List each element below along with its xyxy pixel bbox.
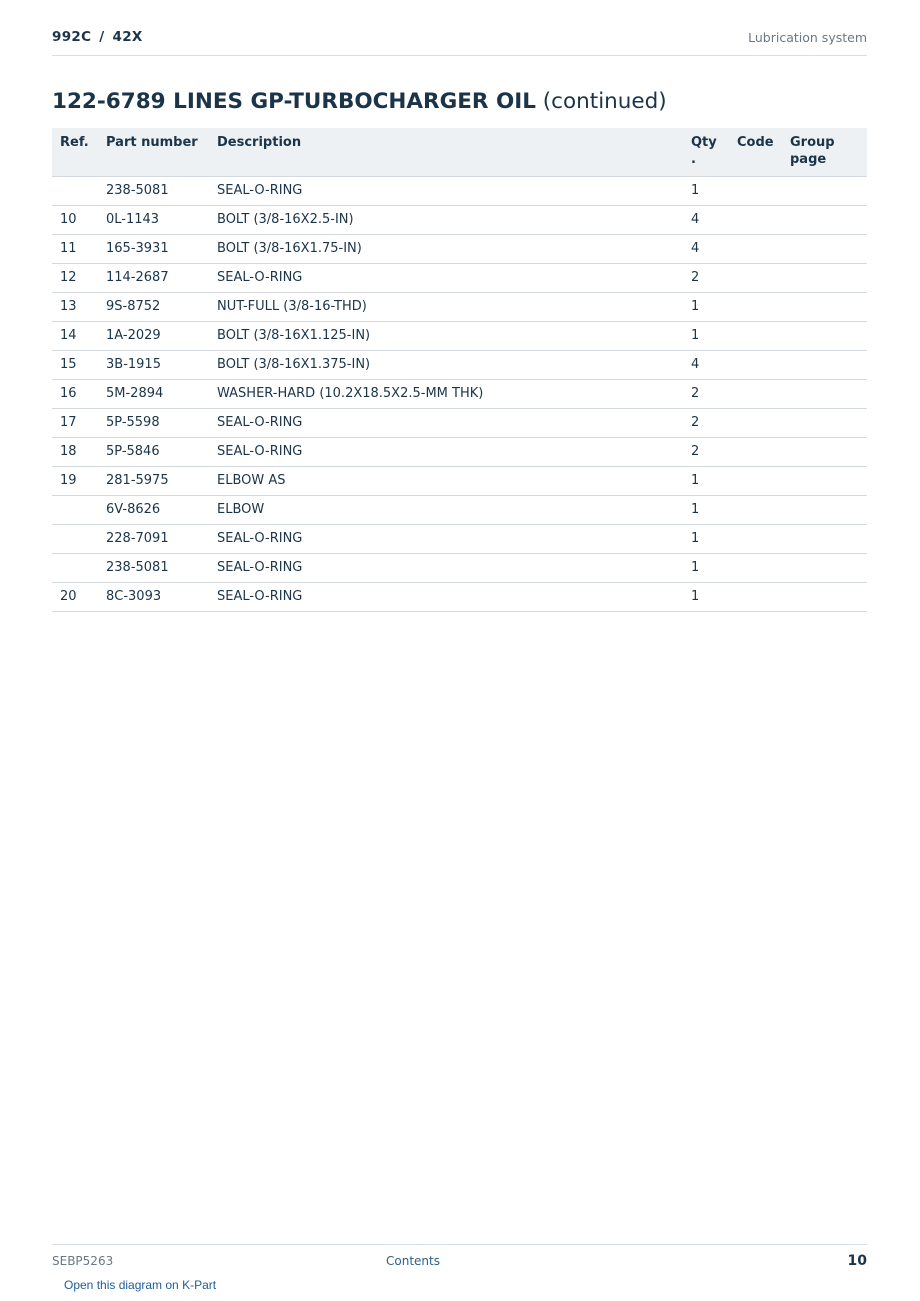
cell-description: NUT-FULL (3/8-16-THD) bbox=[209, 292, 683, 321]
contents-link[interactable]: Contents bbox=[386, 1254, 440, 1268]
cell-ref bbox=[52, 495, 98, 524]
cell-code bbox=[729, 524, 782, 553]
header-description: Description bbox=[209, 128, 683, 176]
continued-label: (continued) bbox=[542, 89, 667, 114]
cell-group-page bbox=[782, 205, 867, 234]
cell-ref: 14 bbox=[52, 321, 98, 350]
cell-qty: 1 bbox=[683, 495, 729, 524]
cell-ref: 18 bbox=[52, 437, 98, 466]
cell-qty: 1 bbox=[683, 321, 729, 350]
table-header-row bbox=[52, 128, 867, 176]
cell-ref: 15 bbox=[52, 350, 98, 379]
cell-description: ELBOW bbox=[209, 495, 683, 524]
table-row bbox=[52, 292, 867, 321]
table-row bbox=[52, 524, 867, 553]
cell-code bbox=[729, 205, 782, 234]
model-identifier bbox=[52, 29, 143, 45]
cell-group-page bbox=[782, 350, 867, 379]
page-title bbox=[52, 89, 667, 114]
header-group-line2: page bbox=[790, 152, 827, 167]
cell-qty: 1 bbox=[683, 553, 729, 582]
cell-qty: 1 bbox=[683, 524, 729, 553]
cell-qty: 1 bbox=[683, 582, 729, 611]
cell-group-page bbox=[782, 437, 867, 466]
cell-qty: 2 bbox=[683, 379, 729, 408]
header-ref: Ref. bbox=[52, 128, 98, 176]
cell-qty: 2 bbox=[683, 437, 729, 466]
table-row bbox=[52, 205, 867, 234]
cell-part-number: 1A-2029 bbox=[98, 321, 209, 350]
cell-part-number: 8C-3093 bbox=[98, 582, 209, 611]
table-row bbox=[52, 263, 867, 292]
page-footer bbox=[52, 1244, 867, 1301]
cell-ref bbox=[52, 524, 98, 553]
cell-ref: 19 bbox=[52, 466, 98, 495]
table-row bbox=[52, 466, 867, 495]
cell-group-page bbox=[782, 234, 867, 263]
cell-group-page bbox=[782, 176, 867, 205]
cell-description: SEAL-O-RING bbox=[209, 582, 683, 611]
cell-code bbox=[729, 350, 782, 379]
cell-ref bbox=[52, 553, 98, 582]
table-row bbox=[52, 379, 867, 408]
cell-code bbox=[729, 176, 782, 205]
table-row bbox=[52, 553, 867, 582]
group-title: 122-6789 LINES GP-TURBOCHARGER OIL bbox=[52, 89, 536, 114]
cell-part-number: 3B-1915 bbox=[98, 350, 209, 379]
header-qty bbox=[683, 128, 729, 176]
cell-ref: 11 bbox=[52, 234, 98, 263]
cell-group-page bbox=[782, 466, 867, 495]
cell-qty: 2 bbox=[683, 263, 729, 292]
cell-description: SEAL-O-RING bbox=[209, 408, 683, 437]
page-header bbox=[52, 28, 867, 56]
cell-ref: 13 bbox=[52, 292, 98, 321]
cell-ref: 12 bbox=[52, 263, 98, 292]
cell-group-page bbox=[782, 263, 867, 292]
cell-ref: 17 bbox=[52, 408, 98, 437]
cell-group-page bbox=[782, 582, 867, 611]
cell-description: SEAL-O-RING bbox=[209, 524, 683, 553]
header-qty-line1: Qty bbox=[691, 135, 717, 150]
table-row bbox=[52, 495, 867, 524]
cell-group-page bbox=[782, 495, 867, 524]
cell-part-number: 228-7091 bbox=[98, 524, 209, 553]
cell-ref bbox=[52, 176, 98, 205]
cell-qty: 1 bbox=[683, 292, 729, 321]
cell-qty: 1 bbox=[683, 466, 729, 495]
kpart-diagram-link[interactable]: Open this diagram on K-Part bbox=[64, 1278, 217, 1292]
serial-prefix: 42X bbox=[112, 29, 143, 45]
header-code: Code bbox=[729, 128, 782, 176]
cell-description: BOLT (3/8-16X1.375-IN) bbox=[209, 350, 683, 379]
cell-part-number: 165-3931 bbox=[98, 234, 209, 263]
cell-qty: 4 bbox=[683, 205, 729, 234]
cell-ref: 10 bbox=[52, 205, 98, 234]
cell-qty: 4 bbox=[683, 234, 729, 263]
table-row bbox=[52, 408, 867, 437]
cell-code bbox=[729, 292, 782, 321]
cell-description: BOLT (3/8-16X1.75-IN) bbox=[209, 234, 683, 263]
cell-group-page bbox=[782, 553, 867, 582]
cell-ref: 16 bbox=[52, 379, 98, 408]
cell-code bbox=[729, 321, 782, 350]
cell-code bbox=[729, 495, 782, 524]
cell-description: BOLT (3/8-16X2.5-IN) bbox=[209, 205, 683, 234]
cell-description: BOLT (3/8-16X1.125-IN) bbox=[209, 321, 683, 350]
cell-description: SEAL-O-RING bbox=[209, 263, 683, 292]
header-qty-line2: . bbox=[691, 152, 696, 167]
cell-group-page bbox=[782, 321, 867, 350]
cell-part-number: 0L-1143 bbox=[98, 205, 209, 234]
cell-qty: 2 bbox=[683, 408, 729, 437]
cell-group-page bbox=[782, 292, 867, 321]
cell-code bbox=[729, 408, 782, 437]
table-row bbox=[52, 437, 867, 466]
cell-description: WASHER-HARD (10.2X18.5X2.5-MM THK) bbox=[209, 379, 683, 408]
table-row bbox=[52, 350, 867, 379]
cell-part-number: 114-2687 bbox=[98, 263, 209, 292]
cell-part-number: 238-5081 bbox=[98, 553, 209, 582]
cell-description: SEAL-O-RING bbox=[209, 437, 683, 466]
cell-part-number: 9S-8752 bbox=[98, 292, 209, 321]
section-name: Lubrication system bbox=[748, 30, 867, 45]
cell-code bbox=[729, 234, 782, 263]
cell-part-number: 5M-2894 bbox=[98, 379, 209, 408]
cell-part-number: 6V-8626 bbox=[98, 495, 209, 524]
model-number: 992C bbox=[52, 29, 92, 45]
cell-part-number: 238-5081 bbox=[98, 176, 209, 205]
cell-part-number: 5P-5846 bbox=[98, 437, 209, 466]
table-row bbox=[52, 321, 867, 350]
cell-group-page bbox=[782, 408, 867, 437]
cell-code bbox=[729, 437, 782, 466]
cell-code bbox=[729, 582, 782, 611]
page-number: 10 bbox=[847, 1253, 867, 1269]
document-id: SEBP5263 bbox=[52, 1254, 114, 1268]
cell-group-page bbox=[782, 379, 867, 408]
cell-code bbox=[729, 379, 782, 408]
cell-code bbox=[729, 466, 782, 495]
cell-qty: 4 bbox=[683, 350, 729, 379]
model-separator: / bbox=[99, 29, 105, 45]
cell-code bbox=[729, 263, 782, 292]
table-row bbox=[52, 234, 867, 263]
cell-part-number: 5P-5598 bbox=[98, 408, 209, 437]
cell-description: SEAL-O-RING bbox=[209, 553, 683, 582]
header-group-line1: Group bbox=[790, 135, 835, 150]
cell-group-page bbox=[782, 524, 867, 553]
cell-qty: 1 bbox=[683, 176, 729, 205]
cell-part-number: 281-5975 bbox=[98, 466, 209, 495]
cell-ref: 20 bbox=[52, 582, 98, 611]
cell-description: ELBOW AS bbox=[209, 466, 683, 495]
header-group-page bbox=[782, 128, 867, 176]
cell-code bbox=[729, 553, 782, 582]
header-part-number: Part number bbox=[98, 128, 209, 176]
table-row bbox=[52, 582, 867, 611]
table-row bbox=[52, 176, 867, 205]
parts-table bbox=[52, 128, 867, 612]
cell-description: SEAL-O-RING bbox=[209, 176, 683, 205]
